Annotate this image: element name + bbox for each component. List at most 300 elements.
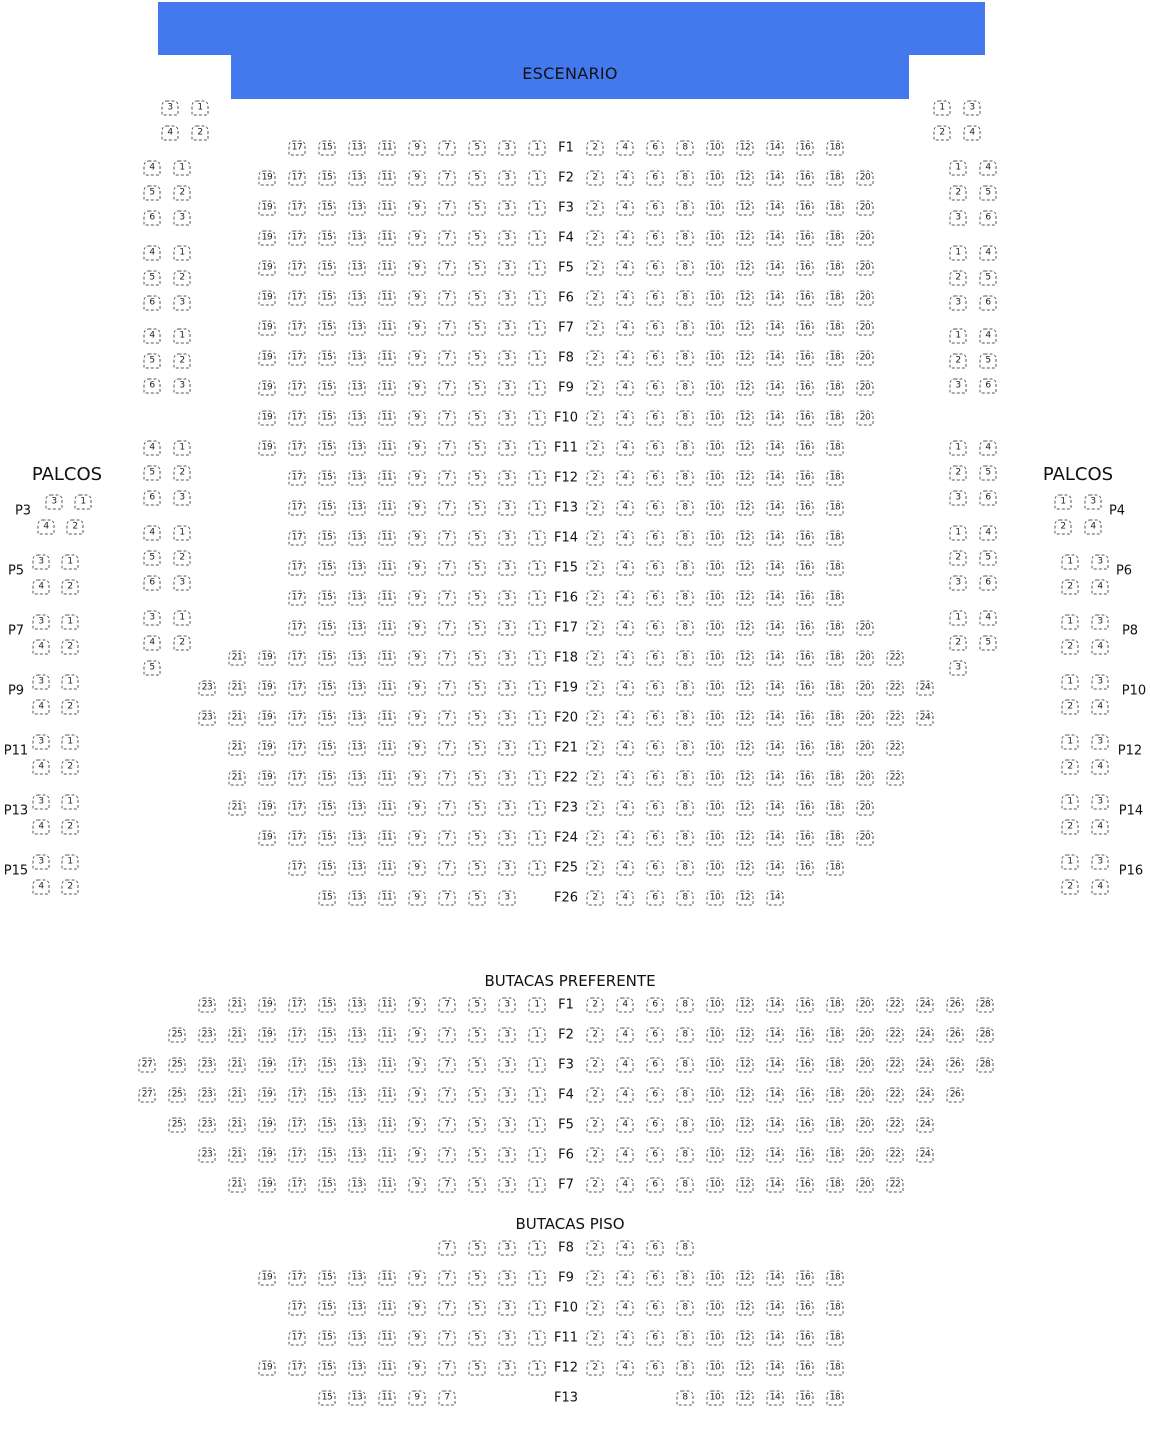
- seat-icon[interactable]: 7: [439, 891, 456, 906]
- seat-icon[interactable]: 9: [409, 531, 426, 546]
- seat-icon[interactable]: 10: [707, 1301, 724, 1316]
- seat-icon[interactable]: 13: [349, 711, 366, 726]
- seat-icon[interactable]: 6: [647, 411, 664, 426]
- seat-icon[interactable]: 12: [737, 771, 754, 786]
- seat-icon[interactable]: 10: [707, 1058, 724, 1073]
- seat-icon[interactable]: 13: [349, 321, 366, 336]
- seat-icon[interactable]: 19: [259, 1088, 276, 1103]
- seat-icon[interactable]: 21: [229, 681, 246, 696]
- seat-icon[interactable]: 10: [707, 891, 724, 906]
- seat-icon[interactable]: 1: [174, 611, 191, 626]
- seat-icon[interactable]: 5: [469, 621, 486, 636]
- seat-icon[interactable]: 18: [827, 861, 844, 876]
- seat-icon[interactable]: 18: [827, 321, 844, 336]
- seat-icon[interactable]: 3: [499, 1118, 516, 1133]
- seat-icon[interactable]: 4: [144, 161, 161, 176]
- seat-icon[interactable]: 1: [75, 495, 92, 510]
- seat-icon[interactable]: 5: [469, 561, 486, 576]
- seat-icon[interactable]: 21: [229, 1118, 246, 1133]
- seat-icon[interactable]: 4: [617, 1301, 634, 1316]
- seat-icon[interactable]: 1: [529, 621, 546, 636]
- seat-icon[interactable]: 6: [647, 801, 664, 816]
- seat-icon[interactable]: 1: [950, 526, 967, 541]
- seat-icon[interactable]: 14: [767, 861, 784, 876]
- seat-icon[interactable]: 1: [950, 246, 967, 261]
- seat-icon[interactable]: 14: [767, 201, 784, 216]
- seat-icon[interactable]: 8: [677, 501, 694, 516]
- seat-icon[interactable]: 7: [439, 741, 456, 756]
- seat-icon[interactable]: 8: [677, 1271, 694, 1286]
- seat-icon[interactable]: 15: [319, 831, 336, 846]
- seat-icon[interactable]: 6: [647, 1361, 664, 1376]
- seat-icon[interactable]: 14: [767, 711, 784, 726]
- seat-icon[interactable]: 13: [349, 201, 366, 216]
- seat-icon[interactable]: 5: [144, 186, 161, 201]
- seat-icon[interactable]: 3: [499, 561, 516, 576]
- seat-icon[interactable]: 5: [469, 1028, 486, 1043]
- seat-icon[interactable]: 1: [1062, 555, 1079, 570]
- seat-icon[interactable]: 6: [647, 171, 664, 186]
- seat-icon[interactable]: 9: [409, 141, 426, 156]
- seat-icon[interactable]: 20: [857, 351, 874, 366]
- seat-icon[interactable]: 3: [964, 101, 981, 116]
- seat-icon[interactable]: 13: [349, 171, 366, 186]
- seat-icon[interactable]: 9: [409, 998, 426, 1013]
- seat-icon[interactable]: 8: [677, 471, 694, 486]
- seat-icon[interactable]: 10: [707, 801, 724, 816]
- seat-icon[interactable]: 12: [737, 1271, 754, 1286]
- seat-icon[interactable]: 2: [950, 466, 967, 481]
- seat-icon[interactable]: 5: [469, 1088, 486, 1103]
- seat-icon[interactable]: 15: [319, 141, 336, 156]
- seat-icon[interactable]: 7: [439, 711, 456, 726]
- seat-icon[interactable]: 14: [767, 998, 784, 1013]
- seat-icon[interactable]: 12: [737, 1331, 754, 1346]
- seat-icon[interactable]: 21: [229, 1088, 246, 1103]
- seat-icon[interactable]: 6: [647, 591, 664, 606]
- seat-icon[interactable]: 13: [349, 1118, 366, 1133]
- seat-icon[interactable]: 5: [144, 271, 161, 286]
- seat-icon[interactable]: 4: [617, 998, 634, 1013]
- seat-icon[interactable]: 2: [1055, 520, 1072, 535]
- seat-icon[interactable]: 16: [797, 861, 814, 876]
- seat-icon[interactable]: 14: [767, 1391, 784, 1406]
- seat-icon[interactable]: 15: [319, 261, 336, 276]
- seat-icon[interactable]: 2: [587, 1148, 604, 1163]
- seat-icon[interactable]: 13: [349, 141, 366, 156]
- seat-icon[interactable]: 15: [319, 1331, 336, 1346]
- seat-icon[interactable]: 3: [499, 861, 516, 876]
- seat-icon[interactable]: 3: [499, 411, 516, 426]
- seat-icon[interactable]: 11: [379, 891, 396, 906]
- seat-icon[interactable]: 3: [33, 855, 50, 870]
- seat-icon[interactable]: 10: [707, 1271, 724, 1286]
- seat-icon[interactable]: 4: [617, 561, 634, 576]
- seat-icon[interactable]: 4: [617, 1058, 634, 1073]
- seat-icon[interactable]: 2: [587, 381, 604, 396]
- seat-icon[interactable]: 2: [587, 1178, 604, 1193]
- seat-icon[interactable]: 8: [677, 561, 694, 576]
- seat-icon[interactable]: 7: [439, 381, 456, 396]
- seat-icon[interactable]: 7: [439, 201, 456, 216]
- seat-icon[interactable]: 4: [38, 520, 55, 535]
- seat-icon[interactable]: 20: [857, 201, 874, 216]
- seat-icon[interactable]: 2: [587, 998, 604, 1013]
- seat-icon[interactable]: 2: [587, 291, 604, 306]
- seat-icon[interactable]: 22: [887, 1088, 904, 1103]
- seat-icon[interactable]: 19: [259, 291, 276, 306]
- seat-icon[interactable]: 7: [439, 561, 456, 576]
- seat-icon[interactable]: 1: [529, 771, 546, 786]
- seat-icon[interactable]: 16: [797, 1028, 814, 1043]
- seat-icon[interactable]: 19: [259, 998, 276, 1013]
- seat-icon[interactable]: 9: [409, 891, 426, 906]
- seat-icon[interactable]: 4: [162, 126, 179, 141]
- seat-icon[interactable]: 2: [587, 891, 604, 906]
- seat-icon[interactable]: 11: [379, 1361, 396, 1376]
- seat-icon[interactable]: 2: [587, 1331, 604, 1346]
- seat-icon[interactable]: 6: [647, 891, 664, 906]
- seat-icon[interactable]: 24: [917, 711, 934, 726]
- seat-icon[interactable]: 14: [767, 1361, 784, 1376]
- seat-icon[interactable]: 10: [707, 998, 724, 1013]
- seat-icon[interactable]: 10: [707, 291, 724, 306]
- seat-icon[interactable]: 1: [174, 526, 191, 541]
- seat-icon[interactable]: 10: [707, 201, 724, 216]
- seat-icon[interactable]: 7: [439, 351, 456, 366]
- seat-icon[interactable]: 10: [707, 141, 724, 156]
- seat-icon[interactable]: 19: [259, 381, 276, 396]
- seat-icon[interactable]: 1: [529, 681, 546, 696]
- seat-icon[interactable]: 3: [174, 379, 191, 394]
- seat-icon[interactable]: 6: [647, 201, 664, 216]
- seat-icon[interactable]: 20: [857, 771, 874, 786]
- seat-icon[interactable]: 19: [259, 771, 276, 786]
- seat-icon[interactable]: 4: [144, 441, 161, 456]
- seat-icon[interactable]: 12: [737, 411, 754, 426]
- seat-icon[interactable]: 5: [469, 1118, 486, 1133]
- seat-icon[interactable]: 19: [259, 831, 276, 846]
- seat-icon[interactable]: 7: [439, 1331, 456, 1346]
- seat-icon[interactable]: 6: [647, 471, 664, 486]
- seat-icon[interactable]: 5: [469, 291, 486, 306]
- seat-icon[interactable]: 9: [409, 861, 426, 876]
- seat-icon[interactable]: 1: [529, 531, 546, 546]
- seat-icon[interactable]: 13: [349, 591, 366, 606]
- seat-icon[interactable]: 18: [827, 1118, 844, 1133]
- seat-icon[interactable]: 11: [379, 171, 396, 186]
- seat-icon[interactable]: 2: [587, 1028, 604, 1043]
- seat-icon[interactable]: 18: [827, 621, 844, 636]
- seat-icon[interactable]: 16: [797, 621, 814, 636]
- seat-icon[interactable]: 4: [144, 329, 161, 344]
- seat-icon[interactable]: 6: [647, 381, 664, 396]
- seat-icon[interactable]: 15: [319, 621, 336, 636]
- seat-icon[interactable]: 13: [349, 411, 366, 426]
- seat-icon[interactable]: 1: [529, 201, 546, 216]
- seat-icon[interactable]: 5: [469, 771, 486, 786]
- seat-icon[interactable]: 16: [797, 801, 814, 816]
- seat-icon[interactable]: 12: [737, 1058, 754, 1073]
- seat-icon[interactable]: 8: [677, 171, 694, 186]
- seat-icon[interactable]: 12: [737, 711, 754, 726]
- seat-icon[interactable]: 23: [199, 1028, 216, 1043]
- seat-icon[interactable]: 4: [617, 1118, 634, 1133]
- seat-icon[interactable]: 3: [499, 1271, 516, 1286]
- seat-icon[interactable]: 4: [617, 1241, 634, 1256]
- seat-icon[interactable]: 17: [289, 831, 306, 846]
- seat-icon[interactable]: 3: [499, 321, 516, 336]
- seat-icon[interactable]: 6: [647, 351, 664, 366]
- seat-icon[interactable]: 1: [529, 801, 546, 816]
- seat-icon[interactable]: 11: [379, 1391, 396, 1406]
- seat-icon[interactable]: 1: [529, 171, 546, 186]
- seat-icon[interactable]: 4: [33, 700, 50, 715]
- seat-icon[interactable]: 17: [289, 351, 306, 366]
- seat-icon[interactable]: 3: [950, 661, 967, 676]
- seat-icon[interactable]: 8: [677, 1148, 694, 1163]
- seat-icon[interactable]: 4: [144, 246, 161, 261]
- seat-icon[interactable]: 7: [439, 411, 456, 426]
- seat-icon[interactable]: 3: [1092, 855, 1109, 870]
- seat-icon[interactable]: 15: [319, 591, 336, 606]
- seat-icon[interactable]: 16: [797, 561, 814, 576]
- seat-icon[interactable]: 3: [499, 441, 516, 456]
- seat-icon[interactable]: 7: [439, 861, 456, 876]
- seat-icon[interactable]: 2: [192, 126, 209, 141]
- seat-icon[interactable]: 14: [767, 681, 784, 696]
- seat-icon[interactable]: 16: [797, 501, 814, 516]
- seat-icon[interactable]: 2: [950, 186, 967, 201]
- seat-icon[interactable]: 12: [737, 1148, 754, 1163]
- seat-icon[interactable]: 14: [767, 1058, 784, 1073]
- seat-icon[interactable]: 11: [379, 501, 396, 516]
- seat-icon[interactable]: 5: [980, 354, 997, 369]
- seat-icon[interactable]: 18: [827, 1271, 844, 1286]
- seat-icon[interactable]: 14: [767, 321, 784, 336]
- seat-icon[interactable]: 6: [647, 231, 664, 246]
- seat-icon[interactable]: 4: [617, 1178, 634, 1193]
- seat-icon[interactable]: 2: [587, 771, 604, 786]
- seat-icon[interactable]: 1: [1062, 735, 1079, 750]
- seat-icon[interactable]: 17: [289, 1301, 306, 1316]
- seat-icon[interactable]: 5: [469, 261, 486, 276]
- seat-icon[interactable]: 8: [677, 291, 694, 306]
- seat-icon[interactable]: 17: [289, 1088, 306, 1103]
- seat-icon[interactable]: 6: [647, 741, 664, 756]
- seat-icon[interactable]: 7: [439, 291, 456, 306]
- seat-icon[interactable]: 8: [677, 261, 694, 276]
- seat-icon[interactable]: 4: [1092, 700, 1109, 715]
- seat-icon[interactable]: 8: [677, 591, 694, 606]
- seat-icon[interactable]: 12: [737, 291, 754, 306]
- seat-icon[interactable]: 6: [144, 491, 161, 506]
- seat-icon[interactable]: 11: [379, 561, 396, 576]
- seat-icon[interactable]: 19: [259, 1028, 276, 1043]
- seat-icon[interactable]: 20: [857, 261, 874, 276]
- seat-icon[interactable]: 18: [827, 531, 844, 546]
- seat-icon[interactable]: 16: [797, 741, 814, 756]
- seat-icon[interactable]: 9: [409, 201, 426, 216]
- seat-icon[interactable]: 1: [529, 741, 546, 756]
- seat-icon[interactable]: 7: [439, 621, 456, 636]
- seat-icon[interactable]: 19: [259, 1058, 276, 1073]
- seat-icon[interactable]: 16: [797, 201, 814, 216]
- seat-icon[interactable]: 9: [409, 1361, 426, 1376]
- seat-icon[interactable]: 20: [857, 1058, 874, 1073]
- seat-icon[interactable]: 13: [349, 998, 366, 1013]
- seat-icon[interactable]: 9: [409, 1148, 426, 1163]
- seat-icon[interactable]: 5: [469, 231, 486, 246]
- seat-icon[interactable]: 19: [259, 681, 276, 696]
- seat-icon[interactable]: 22: [887, 651, 904, 666]
- seat-icon[interactable]: 8: [677, 231, 694, 246]
- seat-icon[interactable]: 2: [587, 201, 604, 216]
- seat-icon[interactable]: 4: [980, 161, 997, 176]
- seat-icon[interactable]: 15: [319, 711, 336, 726]
- seat-icon[interactable]: 7: [439, 591, 456, 606]
- seat-icon[interactable]: 9: [409, 1271, 426, 1286]
- seat-icon[interactable]: 9: [409, 231, 426, 246]
- seat-icon[interactable]: 12: [737, 561, 754, 576]
- seat-icon[interactable]: 12: [737, 861, 754, 876]
- seat-icon[interactable]: 12: [737, 141, 754, 156]
- seat-icon[interactable]: 24: [917, 1028, 934, 1043]
- seat-icon[interactable]: 17: [289, 651, 306, 666]
- seat-icon[interactable]: 3: [950, 379, 967, 394]
- seat-icon[interactable]: 5: [469, 1148, 486, 1163]
- seat-icon[interactable]: 4: [980, 526, 997, 541]
- seat-icon[interactable]: 15: [319, 531, 336, 546]
- seat-icon[interactable]: 9: [409, 171, 426, 186]
- seat-icon[interactable]: 10: [707, 381, 724, 396]
- seat-icon[interactable]: 2: [587, 501, 604, 516]
- seat-icon[interactable]: 17: [289, 711, 306, 726]
- seat-icon[interactable]: 12: [737, 201, 754, 216]
- seat-icon[interactable]: 5: [469, 471, 486, 486]
- seat-icon[interactable]: 3: [499, 891, 516, 906]
- seat-icon[interactable]: 1: [529, 441, 546, 456]
- seat-icon[interactable]: 21: [229, 771, 246, 786]
- seat-icon[interactable]: 12: [737, 998, 754, 1013]
- seat-icon[interactable]: 16: [797, 261, 814, 276]
- seat-icon[interactable]: 6: [647, 561, 664, 576]
- seat-icon[interactable]: 2: [174, 466, 191, 481]
- seat-icon[interactable]: 8: [677, 651, 694, 666]
- seat-icon[interactable]: 3: [499, 1361, 516, 1376]
- seat-icon[interactable]: 3: [1085, 495, 1102, 510]
- seat-icon[interactable]: 17: [289, 681, 306, 696]
- seat-icon[interactable]: 8: [677, 1391, 694, 1406]
- seat-icon[interactable]: 6: [647, 1178, 664, 1193]
- seat-icon[interactable]: 4: [964, 126, 981, 141]
- seat-icon[interactable]: 2: [62, 700, 79, 715]
- seat-icon[interactable]: 6: [647, 1331, 664, 1346]
- seat-icon[interactable]: 18: [827, 561, 844, 576]
- seat-icon[interactable]: 4: [617, 861, 634, 876]
- seat-icon[interactable]: 6: [144, 576, 161, 591]
- seat-icon[interactable]: 15: [319, 1058, 336, 1073]
- seat-icon[interactable]: 16: [797, 471, 814, 486]
- seat-icon[interactable]: 9: [409, 591, 426, 606]
- seat-icon[interactable]: 24: [917, 681, 934, 696]
- seat-icon[interactable]: 1: [529, 471, 546, 486]
- seat-icon[interactable]: 17: [289, 291, 306, 306]
- seat-icon[interactable]: 11: [379, 831, 396, 846]
- seat-icon[interactable]: 2: [587, 231, 604, 246]
- seat-icon[interactable]: 3: [499, 381, 516, 396]
- seat-icon[interactable]: 3: [33, 615, 50, 630]
- seat-icon[interactable]: 21: [229, 741, 246, 756]
- seat-icon[interactable]: 11: [379, 291, 396, 306]
- seat-icon[interactable]: 21: [229, 711, 246, 726]
- seat-icon[interactable]: 19: [259, 711, 276, 726]
- seat-icon[interactable]: 5: [144, 354, 161, 369]
- seat-icon[interactable]: 6: [647, 651, 664, 666]
- seat-icon[interactable]: 12: [737, 441, 754, 456]
- seat-icon[interactable]: 19: [259, 651, 276, 666]
- seat-icon[interactable]: 15: [319, 171, 336, 186]
- seat-icon[interactable]: 20: [857, 681, 874, 696]
- seat-icon[interactable]: 11: [379, 1028, 396, 1043]
- seat-icon[interactable]: 7: [439, 1088, 456, 1103]
- seat-icon[interactable]: 20: [857, 231, 874, 246]
- seat-icon[interactable]: 1: [62, 735, 79, 750]
- seat-icon[interactable]: 15: [319, 1271, 336, 1286]
- seat-icon[interactable]: 22: [887, 1058, 904, 1073]
- seat-icon[interactable]: 15: [319, 201, 336, 216]
- seat-icon[interactable]: 13: [349, 291, 366, 306]
- seat-icon[interactable]: 2: [587, 261, 604, 276]
- seat-icon[interactable]: 2: [174, 186, 191, 201]
- seat-icon[interactable]: 7: [439, 801, 456, 816]
- seat-icon[interactable]: 4: [617, 711, 634, 726]
- seat-icon[interactable]: 17: [289, 861, 306, 876]
- seat-icon[interactable]: 15: [319, 801, 336, 816]
- seat-icon[interactable]: 13: [349, 1301, 366, 1316]
- seat-icon[interactable]: 5: [469, 711, 486, 726]
- seat-icon[interactable]: 11: [379, 141, 396, 156]
- seat-icon[interactable]: 10: [707, 1361, 724, 1376]
- seat-icon[interactable]: 5: [469, 1361, 486, 1376]
- seat-icon[interactable]: 22: [887, 1118, 904, 1133]
- seat-icon[interactable]: 6: [647, 1148, 664, 1163]
- seat-icon[interactable]: 15: [319, 231, 336, 246]
- seat-icon[interactable]: 7: [439, 1241, 456, 1256]
- seat-icon[interactable]: 6: [647, 831, 664, 846]
- seat-icon[interactable]: 6: [647, 1058, 664, 1073]
- seat-icon[interactable]: 1: [529, 591, 546, 606]
- seat-icon[interactable]: 9: [409, 291, 426, 306]
- seat-icon[interactable]: 5: [469, 861, 486, 876]
- seat-icon[interactable]: 16: [797, 998, 814, 1013]
- seat-icon[interactable]: 2: [587, 1271, 604, 1286]
- seat-icon[interactable]: 5: [469, 441, 486, 456]
- seat-icon[interactable]: 7: [439, 681, 456, 696]
- seat-icon[interactable]: 16: [797, 771, 814, 786]
- seat-icon[interactable]: 5: [469, 171, 486, 186]
- seat-icon[interactable]: 7: [439, 771, 456, 786]
- seat-icon[interactable]: 12: [737, 1361, 754, 1376]
- seat-icon[interactable]: 14: [767, 591, 784, 606]
- seat-icon[interactable]: 16: [797, 1118, 814, 1133]
- seat-icon[interactable]: 22: [887, 741, 904, 756]
- seat-icon[interactable]: 25: [169, 1118, 186, 1133]
- seat-icon[interactable]: 8: [677, 321, 694, 336]
- seat-icon[interactable]: 13: [349, 1028, 366, 1043]
- seat-icon[interactable]: 3: [499, 231, 516, 246]
- seat-icon[interactable]: 19: [259, 171, 276, 186]
